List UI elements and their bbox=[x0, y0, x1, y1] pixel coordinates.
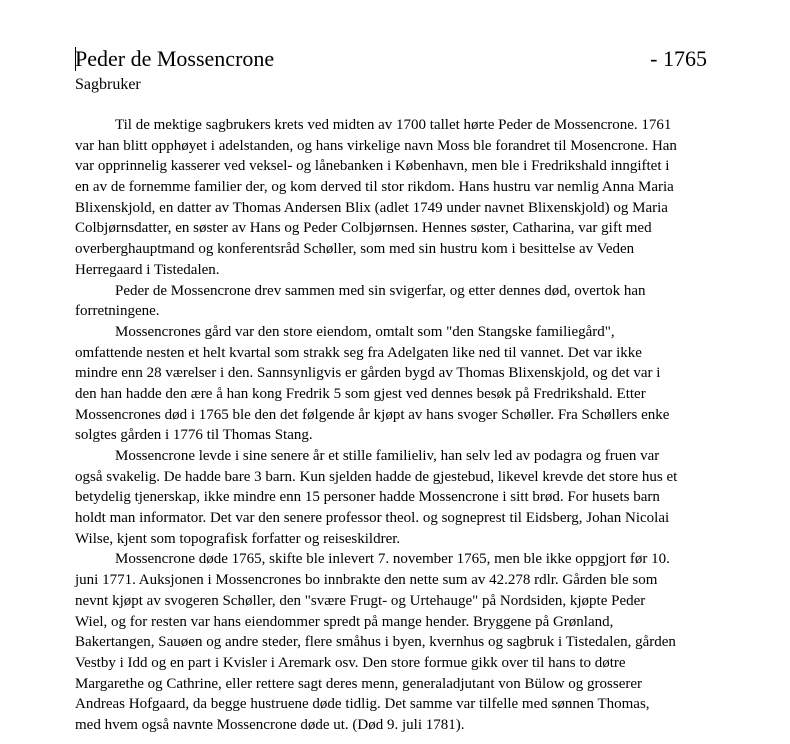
text-line: Wilse, kjent som topografisk forfatter og reiseskildrer. bbox=[75, 530, 401, 547]
text-line: nevnt kjøpt av svogeren Schøller, den "svære Frugt- og Urtehauge" på Nordsiden, kjøpte Peder bbox=[75, 592, 646, 609]
text-line: Vestby i Idd og en part i Kvisler i Aremark osv. Den store formue gikk over til hans to døtre bbox=[75, 654, 626, 671]
text-line: Andreas Hofgaard, da begge hustruene døde tidlig. Det samme var tilfelle med sønnen Thomas, bbox=[75, 696, 650, 713]
page-subtitle: Sagbruker bbox=[75, 76, 141, 93]
text-line: mindre enn 28 værelser i den. Sannsynligvis er gården bygd av Thomas Blixenskjold, og det var i bbox=[75, 365, 661, 382]
title-row bbox=[75, 45, 715, 73]
text-line: overberghauptmand og konferentsråd Schøller, som med sin hustru kom i besittelse av Veden bbox=[75, 241, 635, 258]
text-line: Mossencrone døde 1765, skifte ble inlevert 7. november 1765, men ble ikke oppgjort før 10. bbox=[115, 551, 670, 568]
text-line: Blixenskjold, en datter av Thomas Andersen Blix (adlet 1749 under navnet Blixenskjold) og Maria bbox=[75, 199, 668, 216]
text-line: holdt man informator. Det var den senere professor theol. og sogneprest til Eidsberg, Johan Nicolai bbox=[75, 510, 670, 527]
text-line: Til de mektige sagbrukers krets ved midten av 1700 tallet hørte Peder de Mossencrone. 1761 bbox=[115, 117, 672, 133]
text-line: med hvem også navnte Mossencrone døde ut. (Død 9. juli 1781). bbox=[75, 716, 465, 733]
text-line: Bakertangen, Sauøen og andre steder, flere småhus i byen, kvernhus og sagbruk i Tistedalen, gården bbox=[75, 634, 676, 651]
text-line: var han blitt opphøyet i adelstanden, og hans virkelige navn Moss ble forandret til Mosencrone. Han bbox=[75, 137, 677, 154]
text-line: juni 1771. Auksjonen i Mossencrones bo innbrakte den nette sum av 42.278 rdlr. Gården ble som bbox=[75, 572, 658, 589]
text-line: Mossencrones død i 1765 ble den det følgende år kjøpt av hans svoger Schøller. Fra Schøllers enke bbox=[75, 406, 670, 423]
text-line: Margarethe og Cathrine, eller rettere sagt deres menn, generaladjutant von Bülow og grosserer bbox=[75, 675, 643, 692]
body-text bbox=[75, 115, 725, 736]
text-line: Peder de Mossencrone drev sammen med sin svigerfar, og etter dennes død, overtok han bbox=[115, 282, 646, 299]
page-title: Peder de Mossencrone bbox=[75, 46, 275, 71]
text-line: Wiel, og for resten var hans eiendommer spredt på mange hender. Bryggene på Grønland, bbox=[75, 613, 614, 630]
text-line: også svakelig. De hadde bare 3 barn. Kun sjelden hadde de gjestebud, likevel krevde det store hus et bbox=[75, 468, 678, 485]
text-line: forretningene. bbox=[75, 303, 160, 320]
text-line: omfattende nesten et helt kvartal som strakk seg fra Adelgaten like ned til vannet. Det var ikke bbox=[75, 344, 642, 361]
text-line: en av de fornemme familier der, og kom derved til stor rikdom. Hans hustru var nemlig Anna Maria bbox=[75, 179, 674, 196]
title-year: - 1765 bbox=[650, 46, 707, 71]
text-line: den han hadde den ære å han kong Fredrik 5 som gjest ved dennes besøk på Fredrikshald. Etter bbox=[75, 385, 646, 402]
text-line: Herregaard i Tistedalen. bbox=[75, 261, 220, 278]
text-line: var opprinnelig kasserer ved veksel- og lånebanken i København, men ble i Fredrikshald inngiftet i bbox=[75, 158, 670, 175]
text-line: Mossencrones gård var den store eiendom, omtalt som "den Stangske familiegård", bbox=[115, 323, 615, 340]
text-line: Colbjørnsdatter, en søster av Hans og Peder Colbjørnsen. Hennes søster, Catharina, var gift med bbox=[75, 220, 652, 237]
text-line: solgtes gården i 1776 til Thomas Stang. bbox=[75, 427, 313, 444]
text-line: Mossencrone levde i sine senere år et stille familieliv, han selv led av podagra og fruen var bbox=[115, 448, 660, 464]
text-line: betydelig tjenerskap, ikke mindre enn 15 personer hadde Mossencrone i sitt brød. For husets barn bbox=[75, 489, 660, 506]
